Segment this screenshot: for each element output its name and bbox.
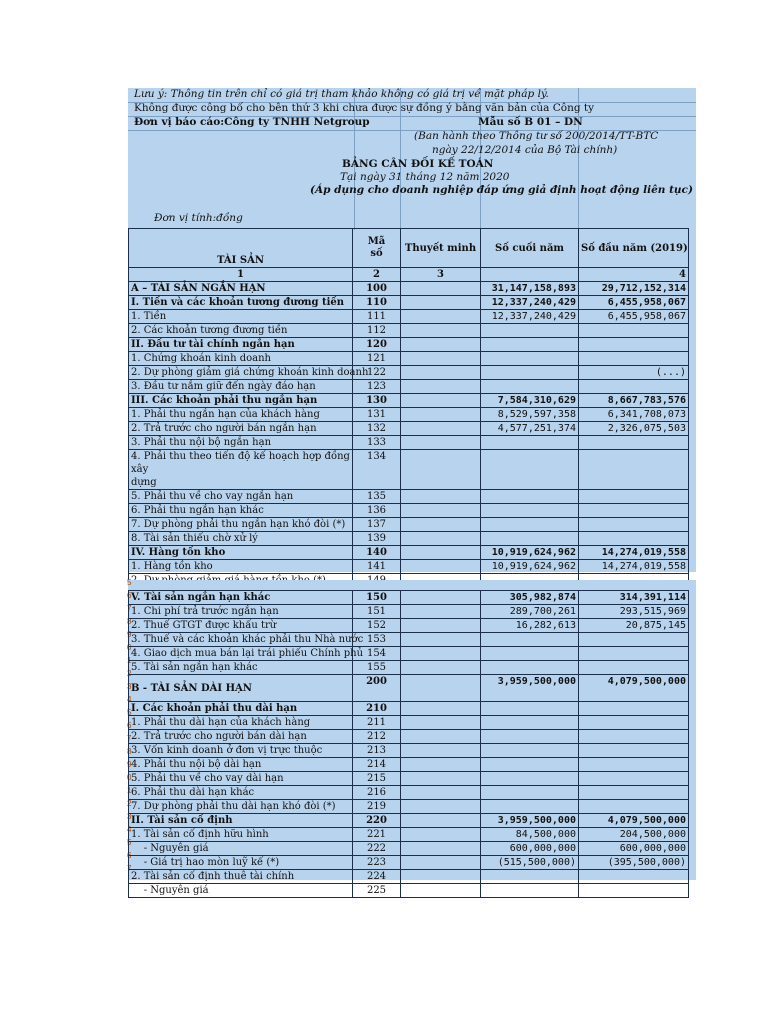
row-label: - Nguyên giá: [129, 842, 353, 856]
row-end-of-year: 10,919,624,962: [481, 560, 579, 574]
row-note: [401, 310, 481, 324]
table-row: [129, 633, 689, 647]
row-code: 122: [353, 366, 401, 380]
row-end-of-year: [481, 884, 579, 898]
row-label: 1. Tài sản cố định hữu hình: [129, 828, 353, 842]
row-note: [401, 842, 481, 856]
row-end-of-year: [481, 870, 579, 884]
row-code: 225: [353, 884, 401, 898]
row-note: [401, 730, 481, 744]
row-end-of-year: 16,282,613: [481, 619, 579, 633]
column-header-row: [129, 229, 689, 268]
row-code: 141: [353, 560, 401, 574]
table-row: [129, 518, 689, 532]
table-row: [129, 730, 689, 744]
row-end-of-year: 10,919,624,962: [481, 546, 579, 560]
row-note: [401, 856, 481, 870]
row-end-of-year: [481, 716, 579, 730]
table-row: [129, 560, 689, 574]
table-row: [129, 661, 689, 675]
table-row: [129, 870, 689, 884]
row-end-of-year: [481, 504, 579, 518]
row-code: 155: [353, 661, 401, 675]
row-code: 210: [353, 702, 401, 716]
row-number-marker: 7: [127, 864, 132, 873]
row-code: 153: [353, 633, 401, 647]
table-row: [129, 828, 689, 842]
row-note: [401, 380, 481, 394]
row-begin-of-year: [579, 661, 689, 675]
row-code: 152: [353, 619, 401, 633]
report-title: BẢNG CÂN ĐỐI KẾ TOÁN: [342, 158, 494, 170]
table-row: [129, 758, 689, 772]
row-code: 221: [353, 828, 401, 842]
row-end-of-year: 12,337,240,429: [481, 310, 579, 324]
table-row: [129, 422, 689, 436]
row-end-of-year: [481, 518, 579, 532]
row-label: 2. Thuế GTGT được khấu trừ: [129, 619, 353, 633]
table-row: [129, 282, 689, 296]
table-row: [129, 490, 689, 504]
row-number-marker: 4: [127, 825, 132, 834]
row-code: 135: [353, 490, 401, 504]
row-code: 154: [353, 647, 401, 661]
row-begin-of-year: [579, 786, 689, 800]
row-code: 200: [353, 675, 401, 702]
row-begin-of-year: (...): [579, 366, 689, 380]
row-label: 7. Dự phòng phải thu dài hạn khó đòi (*): [129, 800, 353, 814]
row-note: [401, 605, 481, 619]
row-begin-of-year: 4,079,500,000: [579, 675, 689, 702]
row-code: 150: [353, 591, 401, 605]
row-code: 110: [353, 296, 401, 310]
row-number-marker: 1: [127, 786, 132, 795]
row-number-marker: 7: [127, 734, 132, 743]
row-note: [401, 744, 481, 758]
row-number-marker: 5: [127, 708, 132, 717]
row-begin-of-year: 6,455,958,067: [579, 310, 689, 324]
table-row: [129, 591, 689, 605]
row-end-of-year: 4,577,251,374: [481, 422, 579, 436]
row-number-marker: 6: [127, 721, 132, 730]
row-note: [401, 490, 481, 504]
row-begin-of-year: [579, 324, 689, 338]
row-note: [401, 282, 481, 296]
row-number-marker: 4: [127, 695, 132, 704]
table-row: [129, 324, 689, 338]
row-note: [401, 324, 481, 338]
table-row: [129, 338, 689, 352]
row-code: 120: [353, 338, 401, 352]
row-label: 1. Hàng tồn kho: [129, 560, 353, 574]
col-header-code: [353, 229, 401, 268]
row-note: [401, 422, 481, 436]
row-end-of-year: [481, 633, 579, 647]
row-code: 219: [353, 800, 401, 814]
row-begin-of-year: [579, 518, 689, 532]
row-code: 212: [353, 730, 401, 744]
row-begin-of-year: 14,274,019,558: [579, 560, 689, 574]
row-label: 6. Phải thu ngắn hạn khác: [129, 504, 353, 518]
row-begin-of-year: [579, 744, 689, 758]
table-row: [129, 532, 689, 546]
row-begin-of-year: (395,500,000): [579, 856, 689, 870]
row-end-of-year: (515,500,000): [481, 856, 579, 870]
row-note: [401, 436, 481, 450]
row-begin-of-year: [579, 490, 689, 504]
row-note: [401, 504, 481, 518]
col-header-begin-of-year: Số đầu năm (2019): [579, 229, 689, 268]
row-label: 4. Giao dịch mua bán lại trái phiếu Chính phủ: [129, 647, 353, 661]
col-header-asset: TÀI SẢN: [129, 229, 353, 268]
table-row: [129, 675, 689, 702]
row-note: [401, 702, 481, 716]
report-applicability: (Áp dụng cho doanh nghiệp đáp ứng giả định hoạt động liên tục): [310, 184, 693, 196]
column-index-row: [129, 268, 689, 282]
table-row: [129, 856, 689, 870]
row-code: 222: [353, 842, 401, 856]
row-end-of-year: 7,584,310,629: [481, 394, 579, 408]
table-row: [129, 546, 689, 560]
row-label: [129, 450, 353, 490]
row-label: 3. Đầu tư nắm giữ đến ngày đáo hạn: [129, 380, 353, 394]
row-note: [401, 633, 481, 647]
row-begin-of-year: [579, 504, 689, 518]
table-row: [129, 884, 689, 898]
notice-line-1: Lưu ý: Thông tin trên chỉ có giá trị tham khảo không có giá trị về mặt pháp lý.: [134, 88, 549, 100]
row-label: 1. Chứng khoán kinh doanh: [129, 352, 353, 366]
row-begin-of-year: 6,341,708,073: [579, 408, 689, 422]
row-end-of-year: 12,337,240,429: [481, 296, 579, 310]
row-begin-of-year: 293,515,969: [579, 605, 689, 619]
table-row: [129, 380, 689, 394]
row-end-of-year: [481, 366, 579, 380]
col-header-code-line-1: Mã: [367, 236, 386, 247]
row-label: 8. Tài sản thiếu chờ xử lý: [129, 532, 353, 546]
table-row: [129, 716, 689, 730]
table-row: [129, 786, 689, 800]
row-begin-of-year: 600,000,000: [579, 842, 689, 856]
row-number-marker: 7: [127, 604, 132, 613]
row-end-of-year: [481, 338, 579, 352]
row-number-marker: 5: [127, 838, 132, 847]
row-label: 5. Phải thu về cho vay dài hạn: [129, 772, 353, 786]
row-number-marker: 3: [127, 682, 132, 691]
col-header-code-line-2: số: [370, 248, 383, 259]
row-end-of-year: 3,959,500,000: [481, 675, 579, 702]
row-note: [401, 772, 481, 786]
row-note: [401, 814, 481, 828]
row-end-of-year: [481, 352, 579, 366]
table-row: [129, 800, 689, 814]
row-label: II. Đầu tư tài chính ngắn hạn: [129, 338, 353, 352]
row-label: - Nguyên giá: [129, 884, 353, 898]
row-end-of-year: [481, 450, 579, 490]
row-code: 100: [353, 282, 401, 296]
row-end-of-year: [481, 490, 579, 504]
row-label: A – TÀI SẢN NGẮN HẠN: [129, 282, 353, 296]
row-note: [401, 647, 481, 661]
balance-table-page-2: [128, 590, 689, 898]
col-index-4: 4: [579, 268, 689, 282]
row-code: 133: [353, 436, 401, 450]
row-note: [401, 716, 481, 730]
row-code: 139: [353, 532, 401, 546]
table-row: [129, 436, 689, 450]
currency-unit: Đơn vị tính:đồng: [154, 212, 243, 224]
row-code: 121: [353, 352, 401, 366]
row-label: 5. Tài sản ngắn hạn khác: [129, 661, 353, 675]
row-label: 4. Phải thu nội bộ dài hạn: [129, 758, 353, 772]
balance-sheet-page-2: [127, 578, 696, 896]
row-begin-of-year: [579, 352, 689, 366]
table-row: [129, 310, 689, 324]
row-label-line-2: dựng: [131, 477, 157, 488]
row-begin-of-year: [579, 702, 689, 716]
table-row: [129, 772, 689, 786]
row-label: 3. Thuế và các khoản khác phải thu Nhà nước: [129, 633, 353, 647]
table-row: [129, 352, 689, 366]
row-number-marker: 0: [127, 643, 132, 652]
row-note: [401, 366, 481, 380]
row-begin-of-year: [579, 450, 689, 490]
row-label: 2. Dự phòng giảm giá chứng khoán kinh doanh: [129, 366, 353, 380]
row-code: 112: [353, 324, 401, 338]
row-begin-of-year: [579, 380, 689, 394]
col-index-3: 3: [401, 268, 481, 282]
row-label: 3. Vốn kinh doanh ở đơn vị trực thuộc: [129, 744, 353, 758]
row-code: 131: [353, 408, 401, 422]
row-number-marker: 6: [127, 591, 132, 600]
issued-by-line-2: ngày 22/12/2014 của Bộ Tài chính): [432, 144, 618, 156]
row-end-of-year: [481, 532, 579, 546]
row-code: 111: [353, 310, 401, 324]
row-begin-of-year: 314,391,114: [579, 591, 689, 605]
row-end-of-year: [481, 800, 579, 814]
row-note: [401, 408, 481, 422]
row-note: [401, 675, 481, 702]
table-row: [129, 504, 689, 518]
row-label: I. Các khoản phải thu dài hạn: [129, 702, 353, 716]
table-row: [129, 814, 689, 828]
row-label: 2. Các khoản tương đương tiền: [129, 324, 353, 338]
row-begin-of-year: [579, 800, 689, 814]
row-begin-of-year: [579, 716, 689, 730]
row-note: [401, 800, 481, 814]
col-index-1: 1: [129, 268, 353, 282]
row-end-of-year: 600,000,000: [481, 842, 579, 856]
row-begin-of-year: 6,455,958,067: [579, 296, 689, 310]
table-row: [129, 605, 689, 619]
row-end-of-year: [481, 730, 579, 744]
report-date: Tại ngày 31 tháng 12 năm 2020: [340, 171, 510, 183]
row-number-marker: 2: [127, 669, 132, 678]
row-label: II. Tài sản cố định: [129, 814, 353, 828]
row-note: [401, 884, 481, 898]
col-header-note: Thuyết minh: [401, 229, 481, 268]
row-begin-of-year: 14,274,019,558: [579, 546, 689, 560]
row-number-marker: 8: [127, 747, 132, 756]
row-label: I. Tiền và các khoản tương đương tiền: [129, 296, 353, 310]
row-label: 2. Trả trước cho người bán dài hạn: [129, 730, 353, 744]
row-label: 2. Trả trước cho người bán ngắn hạn: [129, 422, 353, 436]
row-label: 1. Phải thu dài hạn của khách hàng: [129, 716, 353, 730]
row-label: 3. Phải thu nội bộ ngắn hạn: [129, 436, 353, 450]
row-number-marker: 3: [127, 812, 132, 821]
row-label: 2. Tài sản cố định thuê tài chính: [129, 870, 353, 884]
row-note: [401, 870, 481, 884]
balance-table-page-1: [128, 228, 689, 588]
row-end-of-year: [481, 661, 579, 675]
row-begin-of-year: [579, 884, 689, 898]
row-note: [401, 450, 481, 490]
form-number: Mẫu số B 01 – DN: [478, 116, 583, 128]
row-code: 132: [353, 422, 401, 436]
row-code: 130: [353, 394, 401, 408]
row-end-of-year: [481, 786, 579, 800]
row-code: 220: [353, 814, 401, 828]
row-end-of-year: [481, 772, 579, 786]
row-begin-of-year: [579, 870, 689, 884]
row-code: 151: [353, 605, 401, 619]
row-note: [401, 296, 481, 310]
row-code: 211: [353, 716, 401, 730]
row-begin-of-year: [579, 633, 689, 647]
row-note: [401, 352, 481, 366]
reporting-unit: Đơn vị báo cáo:Công ty TNHH Netgroup: [134, 116, 370, 128]
row-code: 223: [353, 856, 401, 870]
row-begin-of-year: [579, 730, 689, 744]
row-number-marker: 6: [127, 851, 132, 860]
row-end-of-year: [481, 380, 579, 394]
row-code: 213: [353, 744, 401, 758]
row-begin-of-year: [579, 772, 689, 786]
row-label: IV. Hàng tồn kho: [129, 546, 353, 560]
row-end-of-year: [481, 324, 579, 338]
table-row: [129, 296, 689, 310]
row-label: 7. Dự phòng phải thu ngắn hạn khó đòi (*): [129, 518, 353, 532]
table-row: [129, 366, 689, 380]
row-label: B - TÀI SẢN DÀI HẠN: [129, 675, 353, 702]
row-number-marker: 8: [127, 617, 132, 626]
row-label: 1. Phải thu ngắn hạn của khách hàng: [129, 408, 353, 422]
row-begin-of-year: 20,875,145: [579, 619, 689, 633]
row-note: [401, 661, 481, 675]
row-note: [401, 518, 481, 532]
balance-sheet-page-1: [128, 88, 696, 572]
row-begin-of-year: [579, 647, 689, 661]
row-label: - Giá trị hao mòn luỹ kế (*): [129, 856, 353, 870]
row-begin-of-year: 204,500,000: [579, 828, 689, 842]
row-code: 224: [353, 870, 401, 884]
row-number-marker: 0: [127, 773, 132, 782]
row-note: [401, 560, 481, 574]
row-label: V. Tài sản ngắn hạn khác: [129, 591, 353, 605]
table-row: [129, 744, 689, 758]
table-row: [129, 842, 689, 856]
row-note: [401, 338, 481, 352]
row-end-of-year: [481, 436, 579, 450]
row-note: [401, 619, 481, 633]
row-label: 1. Tiền: [129, 310, 353, 324]
row-code: 216: [353, 786, 401, 800]
col-header-end-of-year: Số cuối năm: [481, 229, 579, 268]
row-code: 137: [353, 518, 401, 532]
row-code: 136: [353, 504, 401, 518]
row-begin-of-year: 4,079,500,000: [579, 814, 689, 828]
row-begin-of-year: [579, 532, 689, 546]
row-code: 215: [353, 772, 401, 786]
row-number-marker: 9: [127, 760, 132, 769]
row-note: [401, 786, 481, 800]
row-number-marker: 5: [127, 578, 132, 587]
row-note: [401, 828, 481, 842]
row-end-of-year: 84,500,000: [481, 828, 579, 842]
issued-by-line-1: (Ban hành theo Thông tư số 200/2014/TT-BTC: [414, 130, 659, 142]
row-end-of-year: [481, 647, 579, 661]
table-row: [129, 619, 689, 633]
row-label: III. Các khoản phải thu ngắn hạn: [129, 394, 353, 408]
col-index-empty: [481, 268, 579, 282]
row-note: [401, 758, 481, 772]
table-row: [129, 702, 689, 716]
col-index-2: 2: [353, 268, 401, 282]
row-end-of-year: 305,982,874: [481, 591, 579, 605]
table-row: [129, 394, 689, 408]
notice-line-2: Không được công bố cho bên thứ 3 khi chưa được sự đồng ý bằng văn bản của Công ty: [134, 102, 595, 114]
row-note: [401, 546, 481, 560]
row-end-of-year: 289,700,261: [481, 605, 579, 619]
table-row: [129, 408, 689, 422]
table-row: [129, 450, 689, 490]
row-end-of-year: 8,529,597,358: [481, 408, 579, 422]
row-begin-of-year: 29,712,152,314: [579, 282, 689, 296]
row-code: 134: [353, 450, 401, 490]
row-end-of-year: [481, 702, 579, 716]
row-label: 1. Chi phí trả trước ngắn hạn: [129, 605, 353, 619]
row-begin-of-year: [579, 758, 689, 772]
row-note: [401, 394, 481, 408]
row-number-marker: 1: [127, 656, 132, 665]
row-label: 6. Phải thu dài hạn khác: [129, 786, 353, 800]
row-end-of-year: [481, 744, 579, 758]
row-end-of-year: 31,147,158,893: [481, 282, 579, 296]
row-code: 123: [353, 380, 401, 394]
row-label: 5. Phải thu về cho vay ngắn hạn: [129, 490, 353, 504]
row-label-line-1: 4. Phải thu theo tiến độ kế hoạch hợp đồng xây: [131, 451, 350, 475]
row-code: 214: [353, 758, 401, 772]
row-begin-of-year: [579, 436, 689, 450]
row-number-marker: 2: [127, 799, 132, 808]
row-note: [401, 591, 481, 605]
row-end-of-year: 3,959,500,000: [481, 814, 579, 828]
row-code: 140: [353, 546, 401, 560]
row-begin-of-year: [579, 338, 689, 352]
row-number-marker: 9: [127, 630, 132, 639]
table-row: [129, 647, 689, 661]
row-note: [401, 532, 481, 546]
row-begin-of-year: 2,326,075,503: [579, 422, 689, 436]
row-begin-of-year: 8,667,783,576: [579, 394, 689, 408]
row-end-of-year: [481, 758, 579, 772]
